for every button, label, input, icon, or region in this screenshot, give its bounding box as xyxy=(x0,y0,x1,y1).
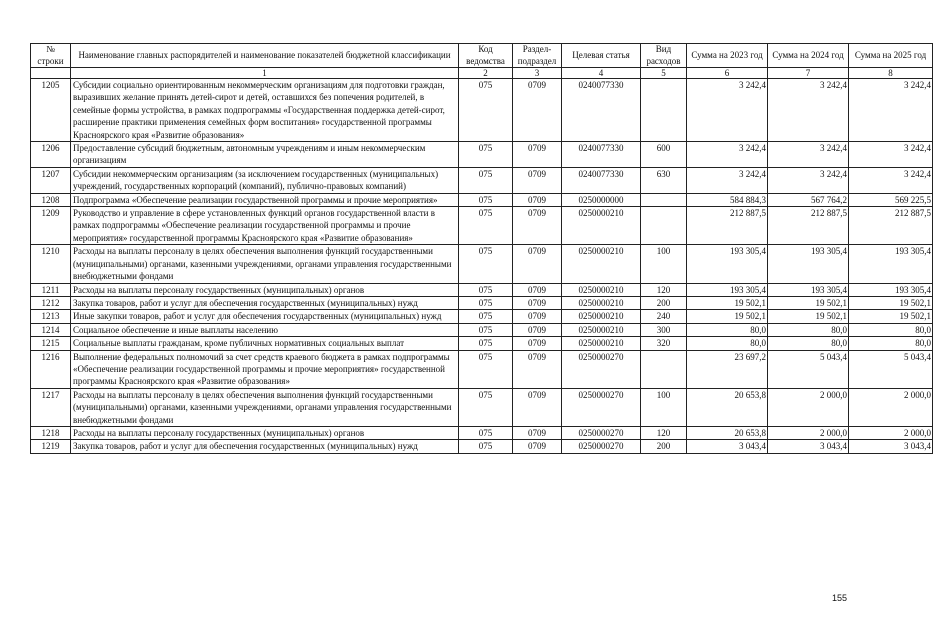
section-cell: 0709 xyxy=(513,388,562,426)
department-code-cell: 075 xyxy=(459,350,513,388)
target-article-cell: 0250000210 xyxy=(562,323,641,336)
target-article-cell: 0250000270 xyxy=(562,440,641,453)
row-number-cell: 1218 xyxy=(31,426,71,439)
row-number-cell: 1216 xyxy=(31,350,71,388)
sum-2023-cell: 20 653,8 xyxy=(687,426,768,439)
section-cell: 0709 xyxy=(513,79,562,142)
row-number-cell: 1209 xyxy=(31,207,71,245)
section-cell: 0709 xyxy=(513,142,562,168)
row-name-cell: Субсидии некоммерческим организациям (за исключением государственных (муниципальных) учреждений, государственных корпораций (компаний), публично-правовых компаний) xyxy=(71,167,459,193)
sum-2024-cell: 193 305,4 xyxy=(768,245,849,283)
section-cell: 0709 xyxy=(513,283,562,296)
sum-2025-cell: 212 887,5 xyxy=(849,207,933,245)
sum-2024-cell: 19 502,1 xyxy=(768,296,849,309)
table-row xyxy=(31,167,933,193)
row-name-cell: Социальные выплаты гражданам, кроме публичных нормативных социальных выплат xyxy=(71,337,459,350)
sum-2025-cell: 19 502,1 xyxy=(849,310,933,323)
sum-2023-cell: 193 305,4 xyxy=(687,245,768,283)
section-cell: 0709 xyxy=(513,323,562,336)
target-article-cell: 0240077330 xyxy=(562,167,641,193)
department-code-cell: 075 xyxy=(459,167,513,193)
row-name-cell: Закупка товаров, работ и услуг для обеспечения государственных (муниципальных) нужд xyxy=(71,296,459,309)
sum-2025-cell: 2 000,0 xyxy=(849,388,933,426)
table-row xyxy=(31,296,933,309)
table-row xyxy=(31,388,933,426)
department-code-cell: 075 xyxy=(459,296,513,309)
row-name-cell: Выполнение федеральных полномочий за счет средств краевого бюджета в рамках подпрограммы «Обеспечение реализации государственной программы и прочие мероприятия» государственной программы Красноярского края «Развитие образования» xyxy=(71,350,459,388)
header-target-article: Целевая статья xyxy=(562,44,641,68)
sum-2024-cell: 80,0 xyxy=(768,323,849,336)
section-cell: 0709 xyxy=(513,167,562,193)
page-number: 155 xyxy=(832,593,848,603)
sum-2024-cell: 3 242,4 xyxy=(768,142,849,168)
table-row xyxy=(31,350,933,388)
table-row xyxy=(31,440,933,453)
department-code-cell: 075 xyxy=(459,193,513,206)
sum-2023-cell: 3 242,4 xyxy=(687,79,768,142)
department-code-cell: 075 xyxy=(459,323,513,336)
department-code-cell: 075 xyxy=(459,426,513,439)
column-index-cell: 2 xyxy=(459,68,513,79)
row-name-cell: Закупка товаров, работ и услуг для обеспечения государственных (муниципальных) нужд xyxy=(71,440,459,453)
sum-2025-cell: 3 242,4 xyxy=(849,167,933,193)
section-cell: 0709 xyxy=(513,440,562,453)
target-article-cell: 0250000210 xyxy=(562,245,641,283)
row-name-cell: Социальное обеспечение и иные выплаты населению xyxy=(71,323,459,336)
column-index-row xyxy=(31,68,933,79)
target-article-cell: 0250000270 xyxy=(562,426,641,439)
header-name: Наименование главных распорядителей и наименование показателей бюджетной классификации xyxy=(71,44,459,68)
department-code-cell: 075 xyxy=(459,207,513,245)
table-row xyxy=(31,142,933,168)
sum-2024-cell: 5 043,4 xyxy=(768,350,849,388)
section-cell: 0709 xyxy=(513,296,562,309)
header-section: Раздел-подраздел xyxy=(513,44,562,68)
sum-2023-cell: 584 884,3 xyxy=(687,193,768,206)
row-number-cell: 1210 xyxy=(31,245,71,283)
column-index-cell: 6 xyxy=(687,68,768,79)
sum-2024-cell: 567 764,2 xyxy=(768,193,849,206)
header-sum-2025: Сумма на 2025 год xyxy=(849,44,933,68)
sum-2025-cell: 80,0 xyxy=(849,337,933,350)
sum-2025-cell: 80,0 xyxy=(849,323,933,336)
row-name-cell: Расходы на выплаты персоналу государственных (муниципальных) органов xyxy=(71,426,459,439)
expense-type-cell: 320 xyxy=(641,337,687,350)
table-row xyxy=(31,426,933,439)
table-row xyxy=(31,323,933,336)
target-article-cell: 0250000210 xyxy=(562,283,641,296)
sum-2023-cell: 3 242,4 xyxy=(687,167,768,193)
header-row-number: № строки xyxy=(31,44,71,68)
sum-2023-cell: 80,0 xyxy=(687,337,768,350)
expense-type-cell: 100 xyxy=(641,245,687,283)
row-number-cell: 1217 xyxy=(31,388,71,426)
table-row xyxy=(31,283,933,296)
sum-2024-cell: 2 000,0 xyxy=(768,388,849,426)
row-number-cell: 1207 xyxy=(31,167,71,193)
sum-2024-cell: 2 000,0 xyxy=(768,426,849,439)
expense-type-cell: 300 xyxy=(641,323,687,336)
row-number-cell: 1206 xyxy=(31,142,71,168)
sum-2024-cell: 19 502,1 xyxy=(768,310,849,323)
sum-2024-cell: 3 242,4 xyxy=(768,167,849,193)
expense-type-cell: 630 xyxy=(641,167,687,193)
sum-2025-cell: 2 000,0 xyxy=(849,426,933,439)
department-code-cell: 075 xyxy=(459,440,513,453)
sum-2023-cell: 23 697,2 xyxy=(687,350,768,388)
row-number-cell: 1213 xyxy=(31,310,71,323)
department-code-cell: 075 xyxy=(459,142,513,168)
expense-type-cell xyxy=(641,193,687,206)
row-name-cell: Предоставление субсидий бюджетным, автономным учреждениям и иным некоммерческим организациям xyxy=(71,142,459,168)
column-index-cell: 4 xyxy=(562,68,641,79)
row-number-cell: 1215 xyxy=(31,337,71,350)
expense-type-cell: 600 xyxy=(641,142,687,168)
sum-2023-cell: 19 502,1 xyxy=(687,310,768,323)
expense-type-cell: 200 xyxy=(641,296,687,309)
target-article-cell: 0250000000 xyxy=(562,193,641,206)
sum-2023-cell: 3 043,4 xyxy=(687,440,768,453)
column-index-cell: 5 xyxy=(641,68,687,79)
target-article-cell: 0250000210 xyxy=(562,296,641,309)
table-row xyxy=(31,193,933,206)
sum-2025-cell: 193 305,4 xyxy=(849,245,933,283)
table-row xyxy=(31,310,933,323)
department-code-cell: 075 xyxy=(459,337,513,350)
sum-2025-cell: 5 043,4 xyxy=(849,350,933,388)
header-row xyxy=(31,44,933,68)
target-article-cell: 0250000270 xyxy=(562,388,641,426)
row-name-cell: Расходы на выплаты персоналу в целях обеспечения выполнения функций государственными (муниципальными) органами, казенными учреждениями, органами управления государственными внебюджетными фондами xyxy=(71,388,459,426)
sum-2025-cell: 193 305,4 xyxy=(849,283,933,296)
column-index-cell: 3 xyxy=(513,68,562,79)
header-sum-2024: Сумма на 2024 год xyxy=(768,44,849,68)
sum-2023-cell: 3 242,4 xyxy=(687,142,768,168)
table-body xyxy=(31,68,933,454)
row-name-cell: Иные закупки товаров, работ и услуг для обеспечения государственных (муниципальных) нужд xyxy=(71,310,459,323)
department-code-cell: 075 xyxy=(459,310,513,323)
target-article-cell: 0250000210 xyxy=(562,207,641,245)
department-code-cell: 075 xyxy=(459,388,513,426)
expense-type-cell: 120 xyxy=(641,283,687,296)
row-number-cell: 1219 xyxy=(31,440,71,453)
sum-2024-cell: 212 887,5 xyxy=(768,207,849,245)
sum-2023-cell: 20 653,8 xyxy=(687,388,768,426)
sum-2023-cell: 212 887,5 xyxy=(687,207,768,245)
table-row xyxy=(31,245,933,283)
table-row xyxy=(31,79,933,142)
sum-2023-cell: 80,0 xyxy=(687,323,768,336)
section-cell: 0709 xyxy=(513,350,562,388)
row-number-cell: 1211 xyxy=(31,283,71,296)
department-code-cell: 075 xyxy=(459,79,513,142)
sum-2025-cell: 19 502,1 xyxy=(849,296,933,309)
column-index-blank xyxy=(31,68,71,79)
header-department-code: Код ведомства xyxy=(459,44,513,68)
column-index-cell: 1 xyxy=(71,68,459,79)
sum-2025-cell: 3 242,4 xyxy=(849,142,933,168)
sum-2024-cell: 80,0 xyxy=(768,337,849,350)
target-article-cell: 0240077330 xyxy=(562,79,641,142)
sum-2025-cell: 3 242,4 xyxy=(849,79,933,142)
section-cell: 0709 xyxy=(513,337,562,350)
section-cell: 0709 xyxy=(513,245,562,283)
row-name-cell: Расходы на выплаты персоналу государственных (муниципальных) органов xyxy=(71,283,459,296)
sum-2025-cell: 569 225,5 xyxy=(849,193,933,206)
section-cell: 0709 xyxy=(513,207,562,245)
expense-type-cell xyxy=(641,207,687,245)
sum-2024-cell: 193 305,4 xyxy=(768,283,849,296)
row-name-cell: Расходы на выплаты персоналу в целях обеспечения выполнения функций государственными (муниципальными) органами, казенными учреждениями, органами управления государственными внебюджетными фондами xyxy=(71,245,459,283)
column-index-cell: 7 xyxy=(768,68,849,79)
target-article-cell: 0250000270 xyxy=(562,350,641,388)
table-row xyxy=(31,207,933,245)
target-article-cell: 0250000210 xyxy=(562,337,641,350)
sum-2023-cell: 193 305,4 xyxy=(687,283,768,296)
sum-2024-cell: 3 242,4 xyxy=(768,79,849,142)
department-code-cell: 075 xyxy=(459,283,513,296)
expense-type-cell: 200 xyxy=(641,440,687,453)
header-expense-type: Вид расходов xyxy=(641,44,687,68)
expense-type-cell: 100 xyxy=(641,388,687,426)
row-name-cell: Руководство и управление в сфере установленных функций органов государственной власти в рамках подпрограммы «Обеспечение реализации государственной программы и прочие мероприятия» государственной программы Красноярского края «Развитие образования» xyxy=(71,207,459,245)
expense-type-cell xyxy=(641,79,687,142)
sum-2024-cell: 3 043,4 xyxy=(768,440,849,453)
expense-type-cell: 240 xyxy=(641,310,687,323)
sum-2025-cell: 3 043,4 xyxy=(849,440,933,453)
section-cell: 0709 xyxy=(513,426,562,439)
row-name-cell: Подпрограмма «Обеспечение реализации государственной программы и прочие мероприятия» xyxy=(71,193,459,206)
column-index-cell: 8 xyxy=(849,68,933,79)
budget-table xyxy=(30,43,933,454)
section-cell: 0709 xyxy=(513,193,562,206)
target-article-cell: 0250000210 xyxy=(562,310,641,323)
header-sum-2023: Сумма на 2023 год xyxy=(687,44,768,68)
expense-type-cell xyxy=(641,350,687,388)
sum-2023-cell: 19 502,1 xyxy=(687,296,768,309)
target-article-cell: 0240077330 xyxy=(562,142,641,168)
row-number-cell: 1208 xyxy=(31,193,71,206)
section-cell: 0709 xyxy=(513,310,562,323)
table-row xyxy=(31,337,933,350)
row-number-cell: 1212 xyxy=(31,296,71,309)
expense-type-cell: 120 xyxy=(641,426,687,439)
row-number-cell: 1205 xyxy=(31,79,71,142)
department-code-cell: 075 xyxy=(459,245,513,283)
row-number-cell: 1214 xyxy=(31,323,71,336)
row-name-cell: Субсидии социально ориентированным некоммерческим организациям для подготовки граждан, выразивших желание принять детей-сирот и детей, оставшихся без попечения родителей, в семейные формы устройства, в рамках подпрограммы «Государственная поддержка детей-сирот, расширение практики применения семейных форм воспитания» государственной программы Красноярского края «Развитие образования» xyxy=(71,79,459,142)
